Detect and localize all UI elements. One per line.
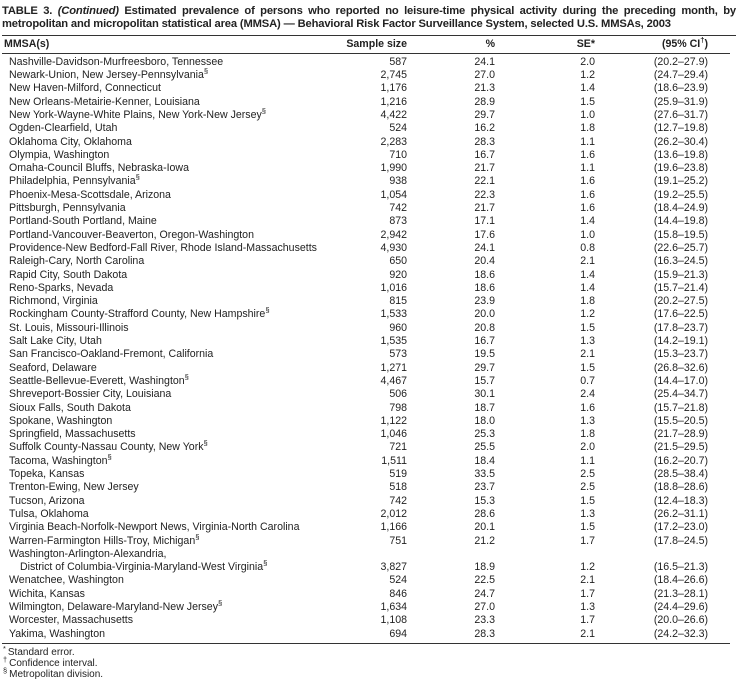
se-cell: 1.4	[580, 82, 595, 95]
mmsa-name-cell: New York-Wayne-White Plains, New York-New Jersey§	[9, 106, 267, 121]
sample-size-cell: 519	[389, 468, 407, 481]
table-row	[2, 508, 730, 521]
percent-cell: 24.1	[474, 55, 495, 68]
sample-size-cell: 751	[389, 534, 407, 547]
percent-cell: 22.1	[474, 175, 495, 188]
ci-cell: (19.1–25.2)	[653, 175, 708, 188]
mmsa-name-cell: Topeka, Kansas	[9, 468, 85, 481]
se-cell: 1.6	[580, 202, 595, 215]
footnote-asterisk-text: Standard error.	[7, 646, 75, 658]
mmsa-name-cell: Wenatchee, Washington	[9, 574, 124, 587]
table-row	[2, 588, 730, 601]
ci-cell: (15.8–19.5)	[653, 228, 708, 241]
table-row	[2, 614, 730, 627]
se-cell: 1.5	[580, 521, 595, 534]
ci-cell: (12.4–18.3)	[653, 494, 708, 507]
ci-cell: (26.2–30.4)	[653, 135, 708, 148]
ci-cell: (15.7–21.4)	[653, 281, 708, 294]
table-row	[2, 415, 730, 428]
percent-cell: 28.3	[474, 135, 495, 148]
sample-size-cell: 1,535	[380, 335, 407, 348]
percent-cell: 29.7	[474, 361, 495, 374]
mmsa-name-cell: New Orleans-Metairie-Kenner, Louisiana	[9, 95, 200, 108]
se-cell: 1.7	[580, 614, 595, 627]
mmsa-name-cell: Tacoma, Washington§	[9, 452, 112, 467]
table-row	[2, 175, 730, 188]
table-row	[2, 149, 730, 162]
percent-cell: 18.6	[474, 281, 495, 294]
ci-cell: (19.6–23.8)	[653, 162, 708, 175]
se-cell: 1.2	[580, 561, 595, 574]
ci-cell: (18.6–23.9)	[653, 82, 708, 95]
sample-size-cell: 1,108	[380, 614, 407, 627]
percent-cell: 25.3	[474, 428, 495, 441]
sample-size-cell: 1,533	[380, 308, 407, 321]
mmsa-name-cell: Springfield, Massachusetts	[9, 428, 136, 441]
ci-cell: (15.5–20.5)	[653, 414, 708, 427]
table-row	[2, 481, 730, 494]
sample-size-cell: 518	[389, 481, 407, 494]
sample-size-cell: 846	[389, 587, 407, 600]
se-cell: 1.4	[580, 281, 595, 294]
se-cell: 1.7	[580, 534, 595, 547]
sample-size-cell: 524	[389, 122, 407, 135]
ci-cell: (21.3–28.1)	[653, 587, 708, 600]
percent-cell: 21.7	[474, 162, 495, 175]
table-row	[2, 69, 730, 82]
table-row	[2, 402, 730, 415]
sample-size-cell: 1,016	[380, 281, 407, 294]
percent-cell: 23.3	[474, 614, 495, 627]
mmsa-name-cell: Philadelphia, Pennsylvania§	[9, 172, 140, 188]
se-cell: 1.3	[580, 335, 595, 348]
table-row	[2, 468, 730, 481]
sample-size-cell: 1,166	[380, 521, 407, 534]
percent-cell: 21.7	[474, 202, 495, 215]
percent-cell: 25.5	[474, 441, 495, 454]
column-header-percent: %	[407, 36, 495, 54]
percent-cell: 24.7	[474, 587, 495, 600]
mmsa-name-cell: Pittsburgh, Pennsylvania	[9, 202, 126, 215]
sample-size-cell: 2,942	[380, 228, 407, 241]
table-row	[2, 322, 730, 335]
mmsa-name-cell: Tulsa, Oklahoma	[9, 507, 89, 520]
sample-size-cell: 920	[389, 268, 407, 281]
mmsa-name-cell: St. Louis, Missouri-Illinois	[9, 321, 129, 334]
se-cell: 1.1	[580, 454, 595, 467]
sample-size-cell: 2,012	[380, 507, 407, 520]
table-row	[2, 242, 730, 255]
table-row	[2, 455, 730, 468]
ci-cell: (26.8–32.6)	[653, 361, 708, 374]
table-row	[2, 335, 730, 348]
sample-size-cell: 694	[389, 627, 407, 640]
percent-cell: 21.3	[474, 82, 495, 95]
se-cell: 1.0	[580, 109, 595, 121]
ci-cell: (17.8–23.7)	[653, 321, 708, 334]
ci-cell: (16.5–21.3)	[653, 561, 708, 574]
table-row	[2, 162, 730, 175]
mmsa-name-cell: Olympia, Washington	[9, 148, 110, 161]
table-row	[2, 535, 730, 548]
se-cell: 2.1	[580, 574, 595, 587]
mmsa-name-cell: Reno-Sparks, Nevada	[9, 281, 114, 294]
table-row	[2, 375, 730, 388]
table-row	[2, 53, 730, 69]
sample-size-cell: 650	[389, 255, 407, 268]
mmsa-name-line2: District of Columbia-Virginia-Maryland-West Virginia§	[20, 558, 268, 574]
mmsa-name-cell: Suffolk County-Nassau County, New York§	[9, 438, 208, 454]
percent-cell: 17.1	[474, 215, 495, 228]
se-cell: 1.3	[580, 414, 595, 427]
sample-size-cell: 573	[389, 348, 407, 361]
table-row	[2, 628, 730, 644]
ci-cell: (27.6–31.7)	[653, 109, 708, 121]
ci-cell: (24.2–32.3)	[653, 627, 708, 640]
percent-cell: 28.3	[474, 627, 495, 640]
sample-size-cell: 1,054	[380, 188, 407, 201]
se-cell: 2.5	[580, 481, 595, 494]
mmsa-name-cell: Sioux Falls, South Dakota	[9, 401, 131, 414]
sample-size-cell: 960	[389, 321, 407, 334]
se-cell: 1.3	[580, 600, 595, 613]
mmsa-name-cell: Oklahoma City, Oklahoma	[9, 135, 132, 148]
percent-cell: 33.5	[474, 468, 495, 481]
table-row	[2, 548, 730, 575]
sample-size-cell: 4,930	[380, 241, 407, 254]
se-cell: 1.8	[580, 122, 595, 135]
mmsa-name-cell: San Francisco-Oakland-Fremont, California	[9, 348, 214, 361]
ci-cell: (15.7–21.8)	[653, 401, 708, 414]
mmsa-name-cell: Spokane, Washington	[9, 414, 113, 427]
se-cell: 2.1	[580, 348, 595, 361]
sample-size-cell: 2,745	[380, 69, 407, 82]
column-header-mmsa: MMSA(s)	[2, 36, 342, 54]
table-title-continued: (Continued)	[57, 5, 119, 17]
sample-size-cell: 3,827	[380, 561, 407, 574]
percent-cell: 22.5	[474, 574, 495, 587]
sample-size-cell: 4,467	[380, 374, 407, 387]
table-row	[2, 348, 730, 361]
footnote-confidence-interval	[3, 654, 739, 669]
sample-size-cell: 1,046	[380, 428, 407, 441]
se-cell: 1.4	[580, 215, 595, 228]
ci-header-dagger: †	[700, 35, 705, 45]
table-row	[2, 136, 730, 149]
mmsa-name-cell: Omaha-Council Bluffs, Nebraska-Iowa	[9, 162, 189, 175]
mmsa-name-cell: Salt Lake City, Utah	[9, 335, 102, 348]
table-row	[2, 362, 730, 375]
percent-cell: 19.5	[474, 348, 495, 361]
ci-cell: (22.6–25.7)	[653, 241, 708, 254]
ci-cell: (17.8–24.5)	[653, 534, 708, 547]
se-cell: 1.2	[580, 69, 595, 82]
table-row	[2, 96, 730, 109]
ci-cell: (14.4–17.0)	[653, 374, 708, 387]
mmsa-name-cell: Trenton-Ewing, New Jersey	[9, 481, 139, 494]
mmsa-name-cell: Wilmington, Delaware-Maryland-New Jersey§	[9, 598, 223, 613]
footnotes	[2, 644, 739, 680]
percent-cell: 15.3	[474, 494, 495, 507]
mmsa-name-cell: Richmond, Virginia	[9, 295, 98, 308]
mmsa-name-cell: Portland-South Portland, Maine	[9, 215, 157, 228]
table-body	[2, 53, 730, 643]
percent-cell: 24.1	[474, 241, 495, 254]
sample-size-cell: 710	[389, 148, 407, 161]
ci-cell: (21.7–28.9)	[653, 428, 708, 441]
table-row	[2, 428, 730, 441]
se-cell: 2.0	[580, 441, 595, 454]
table-title	[2, 5, 736, 36]
footnote-section-symbol: §	[3, 665, 8, 675]
column-header-sample-size: Sample size	[342, 36, 407, 54]
se-cell: 1.3	[580, 507, 595, 520]
ci-cell: (24.4–29.6)	[653, 600, 708, 613]
percent-cell: 29.7	[474, 109, 495, 121]
se-cell: 1.6	[580, 148, 595, 161]
table-header	[2, 36, 730, 54]
percent-cell: 22.3	[474, 188, 495, 201]
percent-cell: 18.6	[474, 268, 495, 281]
table-title-text: Estimated prevalence of persons who reported no leisure-time physical activity during the preceding month, by metropolitan and micropolitan statistical area (MMSA) — Behavioral Risk Factor Surveillance System, selected U.S. MMSAs, 2003	[2, 5, 736, 31]
mmsa-name-cell: Tucson, Arizona	[9, 494, 85, 507]
footnote-standard-error	[3, 643, 739, 658]
percent-cell: 28.9	[474, 95, 495, 108]
ci-cell: (16.2–20.7)	[653, 454, 708, 467]
se-cell: 0.7	[580, 374, 595, 387]
percent-cell: 20.4	[474, 255, 495, 268]
sample-size-cell: 1,990	[380, 162, 407, 175]
footnote-section-text: Metropolitan division.	[9, 668, 104, 680]
se-cell: 1.5	[580, 494, 595, 507]
percent-cell: 16.7	[474, 335, 495, 348]
mmsa-name-cell: Worcester, Massachusetts	[9, 614, 134, 627]
se-cell: 1.2	[580, 308, 595, 321]
ci-cell: (17.2–23.0)	[653, 521, 708, 534]
column-header-se: SE*	[495, 36, 595, 54]
sample-size-cell: 742	[389, 494, 407, 507]
sample-size-cell: 721	[389, 441, 407, 454]
sample-size-cell: 873	[389, 215, 407, 228]
ci-cell: (17.6–22.5)	[653, 308, 708, 321]
table-title-label: TABLE 3.	[2, 5, 53, 17]
column-header-ci	[595, 36, 730, 54]
ci-cell: (15.3–23.7)	[653, 348, 708, 361]
se-cell: 1.1	[580, 162, 595, 175]
se-cell: 2.4	[580, 388, 595, 401]
mmsa-name-cell: Virginia Beach-Norfolk-Newport News, Virginia-North Carolina	[9, 521, 300, 534]
se-cell: 1.1	[580, 135, 595, 148]
percent-cell: 17.6	[474, 228, 495, 241]
percent-cell: 27.0	[474, 600, 495, 613]
percent-cell: 20.0	[474, 308, 495, 321]
table-row	[2, 308, 730, 321]
mmsa-name-cell: Yakima, Washington	[9, 627, 105, 640]
ci-cell: (25.9–31.9)	[653, 95, 708, 108]
table-row	[2, 495, 730, 508]
mmsa-name-cell: Raleigh-Cary, North Carolina	[9, 255, 145, 268]
sample-size-cell: 938	[389, 175, 407, 188]
footnote-metropolitan-division	[3, 665, 739, 680]
ci-cell: (28.5–38.4)	[653, 468, 708, 481]
ci-header-text: (95% CI	[661, 37, 701, 50]
table-row	[2, 388, 730, 401]
percent-cell: 16.7	[474, 148, 495, 161]
ci-cell: (14.4–19.8)	[653, 215, 708, 228]
se-cell: 1.5	[580, 95, 595, 108]
table-row	[2, 255, 730, 268]
ci-cell: (19.2–25.5)	[653, 188, 708, 201]
mmsa-name-cell: Warren-Farmington Hills-Troy, Michigan§	[9, 531, 200, 547]
ci-cell: (20.2–27.5)	[653, 295, 708, 308]
table-row	[2, 229, 730, 242]
ci-cell: (20.2–27.9)	[653, 55, 708, 68]
sample-size-cell: 1,176	[380, 82, 407, 95]
se-cell: 0.8	[580, 241, 595, 254]
table-row	[2, 189, 730, 202]
sample-size-cell: 815	[389, 295, 407, 308]
ci-cell: (21.5–29.5)	[653, 441, 708, 454]
sample-size-cell: 798	[389, 401, 407, 414]
sample-size-cell: 587	[389, 55, 407, 68]
percent-cell: 30.1	[474, 388, 495, 401]
table-row	[2, 521, 730, 534]
ci-cell: (24.7–29.4)	[653, 69, 708, 82]
footnote-dagger-text: Confidence interval.	[9, 657, 98, 669]
sample-size-cell: 1,511	[381, 454, 407, 467]
table-row	[2, 109, 730, 122]
mmsa-name-cell: Ogden-Clearfield, Utah	[9, 122, 118, 135]
se-cell: 1.8	[580, 428, 595, 441]
footnote-dagger-symbol: †	[3, 654, 8, 664]
table-row	[2, 215, 730, 228]
mmsa-name-cell: Newark-Union, New Jersey-Pennsylvania§	[9, 66, 209, 82]
sample-size-cell: 1,271	[380, 361, 407, 374]
table-row	[2, 122, 730, 135]
sample-size-cell: 742	[389, 202, 407, 215]
ci-cell: (20.0–26.6)	[653, 614, 708, 627]
se-cell: 1.6	[580, 401, 595, 414]
percent-cell: 23.7	[474, 481, 495, 494]
percent-cell: 18.4	[474, 454, 495, 467]
mmsa-name-cell: Nashville-Davidson-Murfreesboro, Tennessee	[9, 55, 224, 68]
sample-size-cell: 506	[389, 388, 407, 401]
percent-cell: 21.2	[474, 534, 495, 547]
table-row	[2, 202, 730, 215]
se-cell: 1.7	[580, 587, 595, 600]
mmsa-name-cell: Washington-Arlington-Alexandria, District of Columbia-Virginia-Maryland-West Virginia§	[2, 548, 342, 575]
percent-cell: 23.9	[474, 295, 495, 308]
mmsa-name-cell: Portland-Vancouver-Beaverton, Oregon-Washington	[9, 228, 254, 241]
mmsa-name-cell: Phoenix-Mesa-Scottsdale, Arizona	[9, 188, 171, 201]
se-cell: 1.5	[580, 361, 595, 374]
se-cell: 2.1	[580, 627, 595, 640]
percent-cell: 16.2	[474, 122, 495, 135]
sample-size-cell: 1,216	[380, 95, 407, 108]
mmsa-name-cell: Rapid City, South Dakota	[9, 268, 128, 281]
se-cell: 1.6	[580, 175, 595, 188]
sample-size-cell: 1,634	[380, 600, 407, 613]
se-cell: 2.0	[580, 55, 595, 68]
mmsa-name-cell: Seaford, Delaware	[9, 361, 97, 374]
mmsa-name-cell: Providence-New Bedford-Fall River, Rhode Island-Massachusetts	[9, 241, 317, 254]
percent-cell: 28.6	[474, 507, 495, 520]
mmsa-name-cell: Rockingham County-Strafford County, New Hampshire§	[9, 305, 270, 321]
table-row	[2, 82, 730, 95]
ci-cell: (26.2–31.1)	[653, 507, 708, 520]
table-row	[2, 574, 730, 587]
table-row	[2, 269, 730, 282]
se-cell: 1.4	[580, 268, 595, 281]
sample-size-cell: 524	[389, 574, 407, 587]
sample-size-cell: 4,422	[380, 109, 407, 121]
ci-cell: (14.2–19.1)	[653, 335, 708, 348]
ci-cell: (13.6–19.8)	[653, 148, 708, 161]
table-row	[2, 601, 730, 614]
ci-cell: (18.4–26.6)	[653, 574, 708, 587]
percent-cell: 20.8	[474, 321, 495, 334]
table-header-row	[2, 36, 730, 54]
percent-cell: 18.0	[474, 414, 495, 427]
se-cell: 1.5	[580, 321, 595, 334]
mmsa-name-cell: Wichita, Kansas	[9, 587, 85, 600]
percent-cell: 27.0	[474, 69, 495, 82]
percent-cell: 18.7	[474, 401, 495, 414]
sample-size-cell: 2,283	[380, 135, 407, 148]
footnote-asterisk-symbol: *	[3, 643, 6, 653]
se-cell: 1.8	[580, 295, 595, 308]
se-cell: 1.0	[580, 228, 595, 241]
ci-cell: (16.3–24.5)	[653, 255, 708, 268]
ci-cell: (12.7–19.8)	[653, 122, 708, 135]
percent-cell: 15.7	[474, 374, 495, 387]
ci-header-close: )	[704, 37, 708, 50]
mmsa-prevalence-table	[2, 36, 730, 644]
table-row	[2, 295, 730, 308]
ci-cell: (18.8–28.6)	[653, 481, 708, 494]
table-row	[2, 282, 730, 295]
mmsa-name-cell: Seattle-Bellevue-Everett, Washington§	[9, 372, 189, 387]
ci-cell: (18.4–24.9)	[653, 202, 708, 215]
sample-size-cell: 1,122	[380, 414, 407, 427]
se-cell: 2.5	[580, 468, 595, 481]
se-cell: 1.6	[580, 188, 595, 201]
ci-cell: (25.4–34.7)	[653, 388, 708, 401]
mmsa-name-cell: New Haven-Milford, Connecticut	[9, 82, 161, 95]
mmsa-name-cell: Shreveport-Bossier City, Louisiana	[9, 388, 172, 401]
se-cell: 2.1	[580, 255, 595, 268]
ci-cell: (15.9–21.3)	[653, 268, 708, 281]
percent-cell: 18.9	[474, 561, 495, 574]
percent-cell: 20.1	[474, 521, 495, 534]
